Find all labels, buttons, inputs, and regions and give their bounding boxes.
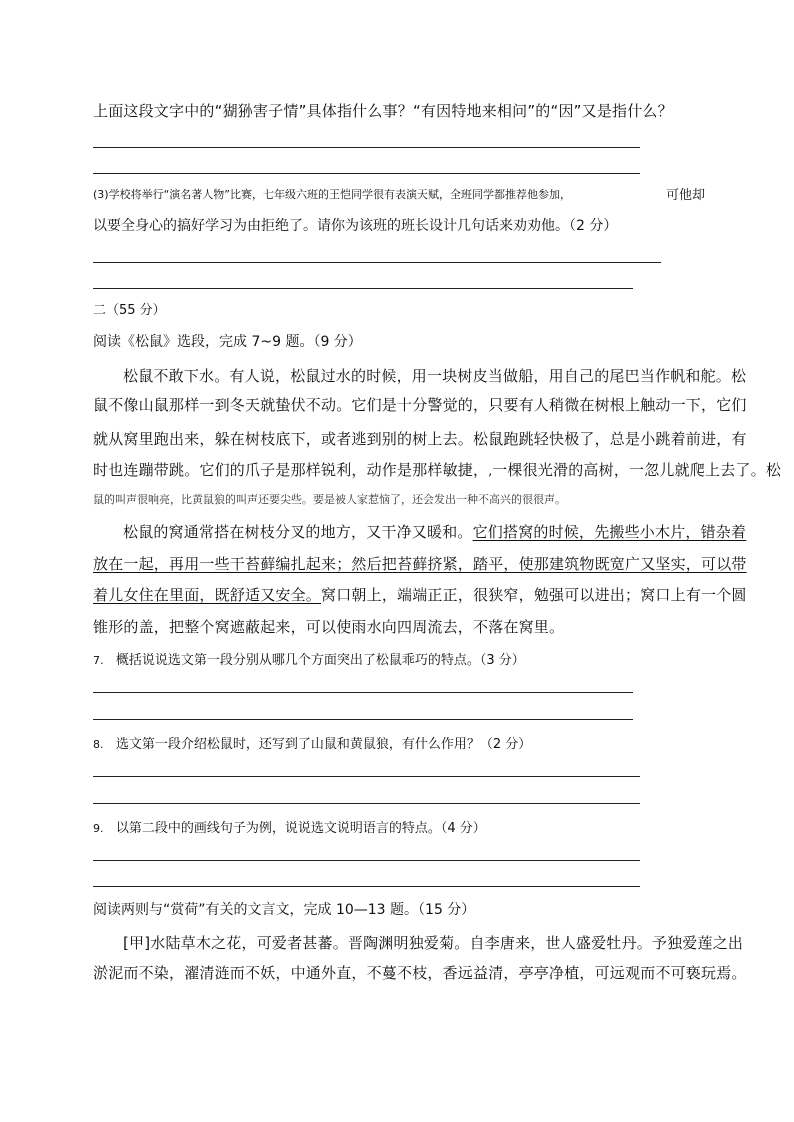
question-3-text: 以要全身心的搞好学习为由拒绝了。请你为该班的班长设计几句话来劝劝他。（2 分）: [93, 218, 618, 234]
passage-segment: 窝口朝上，端端正正，很狭窄，勉强可以进出；窝口上有一个圆: [321, 586, 747, 604]
reading-intro: 阅读《松鼠》选段，完成 7~9 题。（9 分）: [93, 334, 362, 350]
reading-intro: 阅读两则与“赏荷”有关的文言文，完成 10—13 题。（15 分）: [93, 902, 476, 918]
passage-line: [93, 584, 747, 605]
passage-line: 就从窝里跑出来，躲在树枝底下，或者逃到别的树上去。松鼠跑跳轻快极了，总是小跳着前进，有: [93, 430, 747, 448]
question-number: 9.: [93, 822, 104, 835]
underlined-sentence: 放在一起，再用一些干苔藓编扎起来；然后把苔藓挤紧，踏平，使那建筑物既宽广又坚实，可以带: [93, 555, 747, 573]
answer-line[interactable]: [93, 262, 661, 263]
classical-line: [甲]水陆草木之花，可爱者甚蕃。晋陶渊明独爱菊。自李唐来，世人盛爱牡丹。予独爱莲之出: [123, 934, 744, 952]
answer-line[interactable]: [93, 719, 633, 720]
answer-line[interactable]: [93, 147, 640, 148]
question-text: 上面这段文字中的“猢狲害子情”具体指什么事？“有因特地来相问”的“因”又是指什么？: [93, 102, 673, 120]
answer-line[interactable]: [93, 692, 633, 693]
question-8: [93, 733, 531, 752]
underlined-sentence: 着儿女住在里面，既舒适又安全。: [93, 586, 322, 604]
passage-line: 鼠的叫声很响亮，比黄鼠狼的叫声还要尖些。要是被人家惹恼了，还会发出一种不高兴的很很声。: [93, 493, 566, 506]
passage-line: 时也连蹦带跳。它们的爪子是那样锐利，动作是那样敏捷，,一棵很光滑的高树，一忽儿就爬上去了。松: [93, 461, 782, 479]
passage-segment: 松鼠的窝通常搭在树枝分叉的地方，又干净又暖和。: [123, 523, 473, 541]
question-text: 选文第一段介绍松鼠时，还写到了山鼠和黄鼠狼，有什么作用？（2 分）: [115, 737, 532, 752]
question-3-text-tail: 可他却: [666, 188, 706, 203]
answer-line[interactable]: [93, 776, 640, 777]
question-number: 7.: [93, 654, 104, 667]
passage-line: 松鼠不敢下水。有人说，松鼠过水的时候，用一块树皮当做船，用自己的尾巴当作帆和舵。松: [123, 367, 747, 385]
section-heading: 二（55 分）: [93, 303, 166, 318]
answer-line[interactable]: [93, 803, 640, 804]
answer-line[interactable]: [93, 860, 640, 861]
passage-segment: 一棵很光滑的高树，一忽儿就爬上去了。松: [492, 461, 782, 479]
passage-line: 鼠不像山鼠那样一到冬天就蛰伏不动。它们是十分警觉的，只要有人稍微在树根上触动一下，它们: [93, 396, 747, 414]
question-text: 以第二段中的画线句子为例，说说选文说明语言的特点。（4 分）: [115, 821, 486, 836]
passage-line: [93, 553, 747, 574]
passage-line: 锥形的盖，把整个窝遮蔽起来，可以使雨水向四周流去，不落在窝里。: [93, 618, 565, 636]
question-9: [93, 817, 486, 836]
passage-segment: 时也连蹦带跳。它们的爪子是那样锐利，动作是那样敏捷，: [93, 461, 489, 479]
answer-line[interactable]: [93, 288, 633, 289]
question-text: 概括说说选文第一段分别从哪几个方面突出了松鼠乖巧的特点。（3 分）: [115, 653, 525, 668]
passage-line: [123, 521, 746, 542]
question-number: 8.: [93, 738, 104, 751]
answer-line[interactable]: [93, 886, 640, 887]
question-7: [93, 649, 525, 668]
question-3-text: (3)学校将举行“演名著人物”比赛，七年级六班的王恺同学很有表演天赋，全班同学都推荐他参加，: [93, 188, 571, 201]
underlined-sentence: 它们搭窝的时候，先搬些小木片，错杂着: [472, 523, 747, 541]
classical-line: 淤泥而不染，濯清涟而不妖，中通外直，不蔓不枝，香远益清，亭亭净植，可远观而不可亵玩焉。: [93, 964, 747, 982]
answer-line[interactable]: [93, 173, 640, 174]
